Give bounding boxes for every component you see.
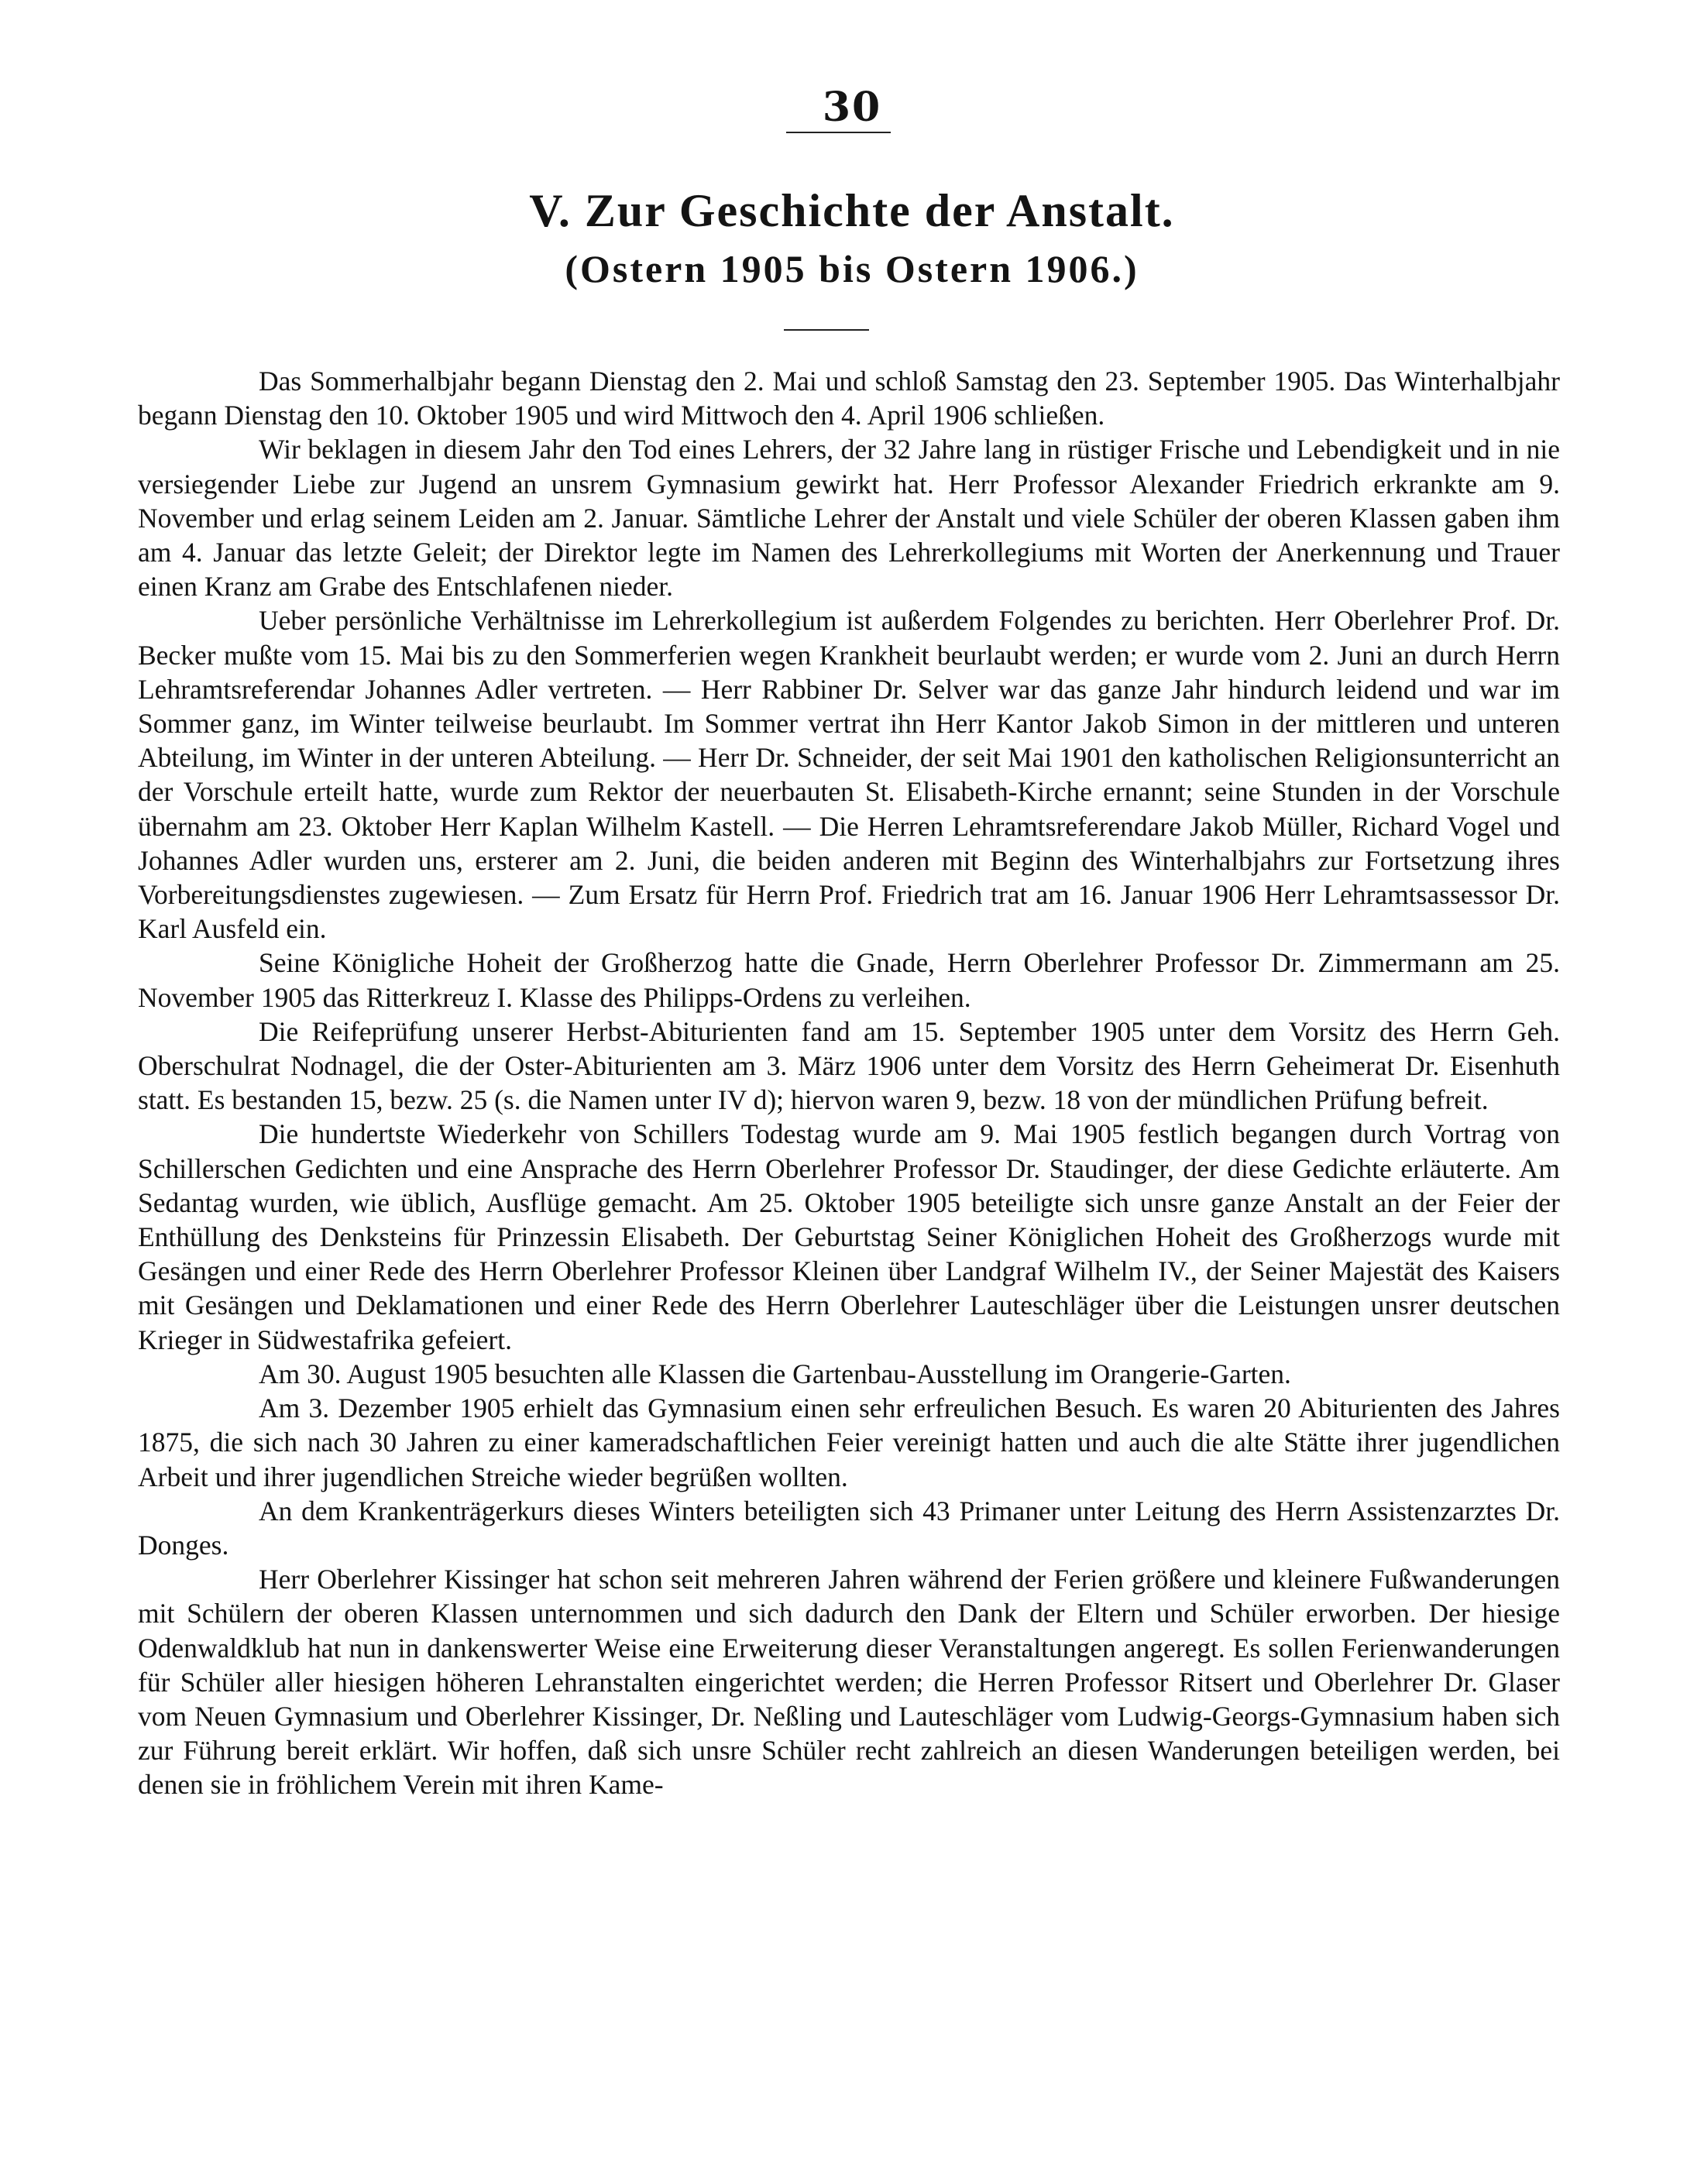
paragraph: An dem Krankenträgerkurs dieses Winters beteiligten sich 43 Primaner unter Leitung des Herrn Assistenzarztes Dr. Donges. [138,1495,1560,1561]
section-title: V. Zur Geschichte der Anstalt. [529,185,1175,236]
paragraph: Herr Oberlehrer Kissinger hat schon seit mehreren Jahren während der Ferien größere und kleinere Fußwanderungen mit Schülern der oberen Klassen unternommen und sich dadurch den Dank der Eltern und Schüler erworben. Der hiesige Odenwaldklub hat nun in dankenswerter Weise eine Erweiterung dieser Veranstaltungen angeregt. Es sollen Ferienwanderungen für Schüler aller hiesigen höheren Lehranstalten eingerichtet werden; die Herren Professor Ritsert und Oberlehrer Dr. Glaser vom Neuen Gymnasium und Oberlehrer Kissinger, Dr. Neßling und Lauteschläger vom Ludwig-Georgs-Gymnasium haben sich zur Führung bereit erklärt. Wir hoffen, daß sich unsre Schüler recht zahlreich an diesen Wanderungen beteiligen werden, bei denen sie in fröhlichem Verein mit ihren Kame- [138,1564,1560,1801]
title-divider [784,329,869,331]
paragraph: Die Reifeprüfung unserer Herbst-Abiturienten fand am 15. September 1905 unter dem Vorsitz des Herrn Geh. Oberschulrat Nodnagel, die der Oster-Abiturienten am 3. März 1906 unter dem Vorsitz des Herrn Geheimerat Dr. Eisenhuth statt. Es bestanden 15, bezw. 25 (s. die Namen unter IV d); hiervon waren 9, bezw. 18 von der mündlichen Prüfung befreit. [138,1015,1560,1116]
paragraph: Am 3. Dezember 1905 erhielt das Gymnasium einen sehr erfreulichen Besuch. Es waren 20 Abiturienten des Jahres 1875, die sich nach 30 Jahren zu einer kameradschaftlichen Feier vereinigt hatten und auch die alte Stätte ihrer jugendlichen Arbeit und ihrer jugendlichen Streiche wieder begrüßen wollten. [138,1392,1560,1492]
paragraph: Am 30. August 1905 besuchten alle Klassen die Gartenbau-Ausstellung im Orangerie-Garten. [259,1358,1291,1389]
paragraph: Seine Königliche Hoheit der Großherzog hatte die Gnade, Herrn Oberlehrer Professor Dr. Zimmermann am 25. November 1905 das Ritterkreuz I. Klasse des Philipps-Ordens zu verleihen. [138,947,1560,1013]
paragraph: Die hundertste Wiederkehr von Schillers Todestag wurde am 9. Mai 1905 festlich begangen durch Vortrag von Schillerschen Gedichten und eine Ansprache des Herrn Oberlehrer Professor Dr. Staudinger, der diese Gedichte erläuterte. Am Sedantag wurden, wie üblich, Ausflüge gemacht. Am 25. Oktober 1905 beteiligte sich unsre ganze Anstalt an der Feier der Enthüllung des Denksteins für Prinzessin Elisabeth. Der Geburtstag Seiner Königlichen Hoheit des Großherzogs wurde mit Gesängen und einer Rede des Herrn Oberlehrer Professor Kleinen über Landgraf Wilhelm IV., der Seiner Majestät des Kaisers mit Gesängen und Deklamationen und einer Rede des Herrn Oberlehrer Lauteschläger über die Leistungen unsrer deutschen Krieger in Südwestafrika gefeiert. [138,1118,1560,1355]
paragraph: Das Sommerhalbjahr begann Dienstag den 2. Mai und schloß Samstag den 23. September 1905. Das Winterhalbjahr begann Dienstag den 10. Oktober 1905 und wird Mittwoch den 4. April 1906 schließen. [138,366,1560,431]
paragraph: Wir beklagen in diesem Jahr den Tod eines Lehrers, der 32 Jahre lang in rüstiger Frische und Lebendigkeit und in nie versiegender Liebe zur Jugend an unsrem Gymnasium gewirkt hat. Herr Professor Alexander Friedrich erkrankte am 9. November und erlag seinem Leiden am 2. Januar. Sämtliche Lehrer der Anstalt und viele Schüler der oberen Klassen gaben ihm am 4. Januar das letzte Geleit; der Direktor legte im Namen des Lehrerkollegiums mit Worten der Anerkennung und Trauer einen Kranz am Grabe des Entschlafenen nieder. [138,434,1560,603]
paragraph: Ueber persönliche Verhältnisse im Lehrerkollegium ist außerdem Folgendes zu berichten. Herr Oberlehrer Prof. Dr. Becker mußte vom 15. Mai bis zu den Sommerferien wegen Krankheit beurlaubt werden; er wurde vom 2. Juni an durch Herrn Lehramtsreferendar Johannes Adler vertreten. — Herr Rabbiner Dr. Selver war das ganze Jahr hindurch leidend und war im Sommer ganz, im Winter teilweise beurlaubt. Im Sommer vertrat ihn Herr Kantor Jakob Simon in der mittleren und unteren Abteilung, im Winter in der unteren Abteilung. — Herr Dr. Schneider, der seit Mai 1901 den katholischen Religionsunterricht an der Vorschule erteilt hatte, wurde zum Rektor der neuerbauten St. Elisabeth-Kirche ernannt; seine Stunden in der Vorschule übernahm am 23. Oktober Herr Kaplan Wilhelm Kastell. — Die Herren Lehramtsreferendare Jakob Müller, Richard Vogel und Johannes Adler wurden uns, ersterer am 2. Juni, die beiden anderen mit Beginn des Winterhalbjahrs zur Fortsetzung ihres Vorbereitungsdienstes zugewiesen. — Zum Ersatz für Herrn Prof. Friedrich trat am 16. Januar 1906 Herr Lehramtsassessor Dr. Karl Ausfeld ein. [138,605,1560,945]
body-text [138,364,1560,1802]
section-subtitle: (Ostern 1905 bis Ostern 1906.) [565,247,1139,290]
header-rule [786,132,891,133]
page-number: 30 [822,84,882,131]
